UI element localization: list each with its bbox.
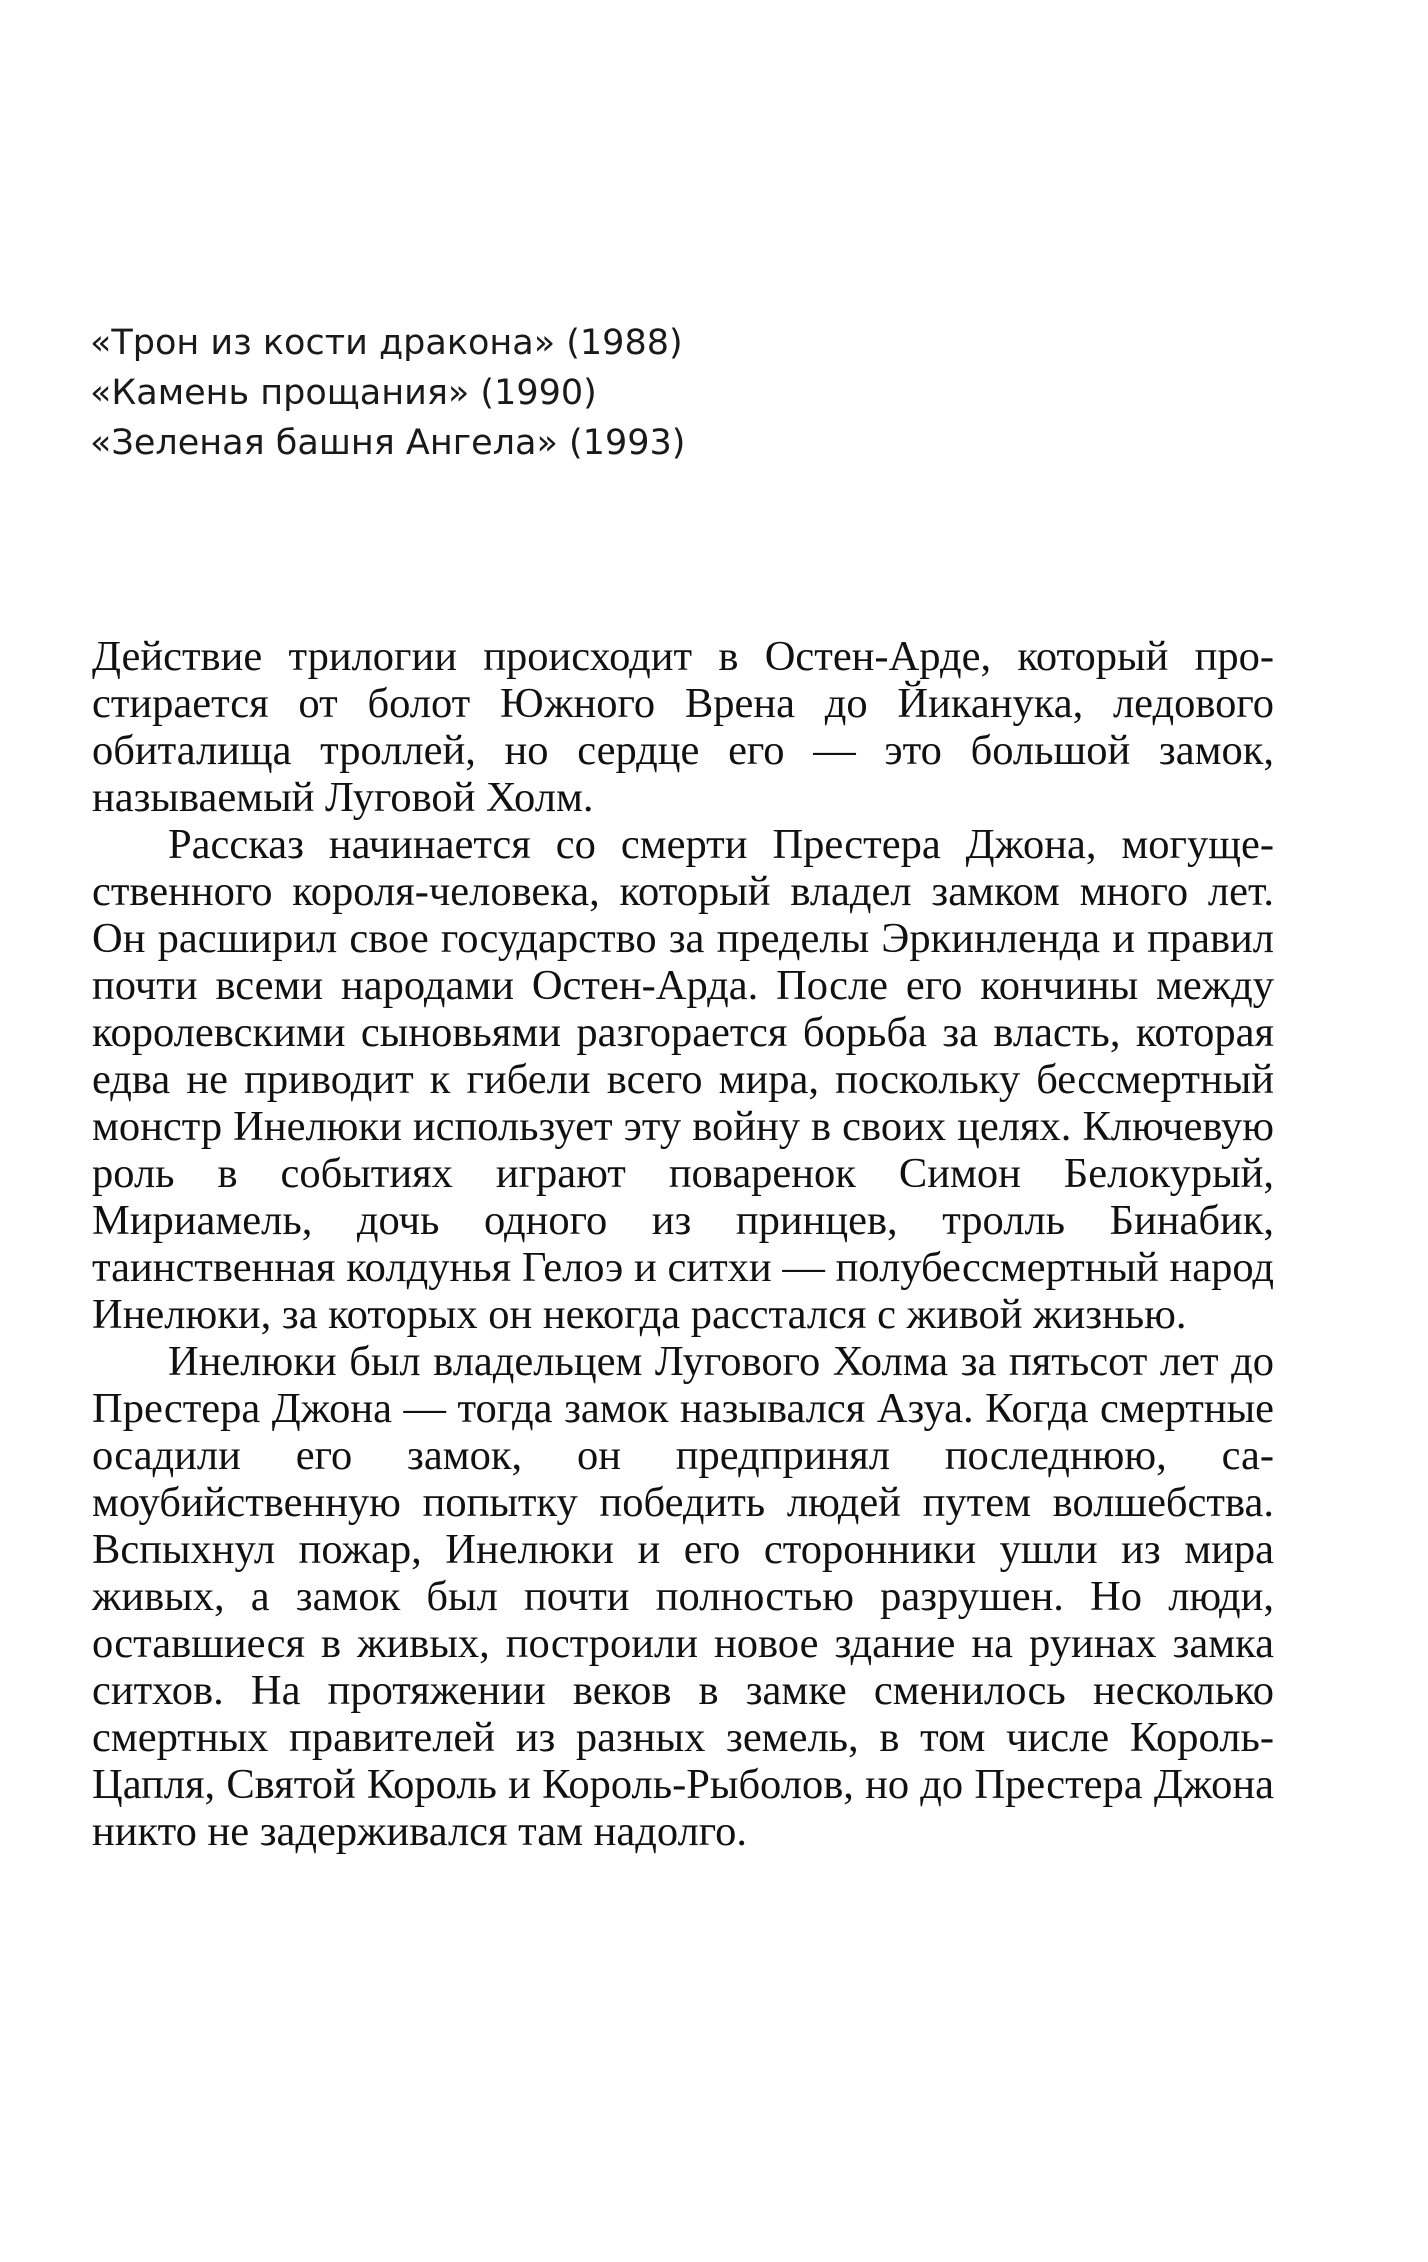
book-title-1: «Трон из кости дракона» (1988) — [90, 323, 683, 363]
paragraph-1: Действие трилогии происходит в Остен-Арде, который простирается от болот Южного Врена до Йиканука, ледового обиталища троллей, но сердце его — это большой замок, называемый Луговой Холм. — [92, 633, 1274, 821]
paragraph-2: Рассказ начинается со смерти Престера Джона, могущественного короля-человека, который владел замком много лет. Он расширил свое государство за пределы Эркинленда и правил почти всеми народами Остен-Арда. После его кончины между королевскими сыновьями разгорается борьба за власть, которая едва не приводит к гибели всего мира, поскольку бессмертный монстр Инелюки использует эту войну в своих целях. Ключевую роль в событиях играют поваренок Симон Белокурый, Мириамель, дочь одного из принцев, тролль Бинабик, таинственная колдунья Гелоэ и ситхи — полубессмертный народ Инелюки, за которых он некогда расстался с живой жизнью. — [92, 821, 1274, 1338]
paragraph-3: Инелюки был владельцем Лугового Холма за пятьсот лет до Престера Джона — тогда замок назывался Азуа. Когда смертные осадили его замок, он предпринял последнюю, самоубийственную попытку победить людей путем волшебства. Вспыхнул пожар, Инелюки и его сторонники ушли из мира живых, а замок был почти полностью разрушен. Но люди, оставшиеся в живых, построили новое здание на руинах замка ситхов. На протяжении веков в замке сменилось несколько смертных правителей из разных земель, в том числе Король-Цапля, Святой Король и Король-Рыболов, но до Престера Джона никто не задерживался там надолго. — [92, 1338, 1274, 1855]
book-title-list — [90, 318, 990, 468]
book-title-2: «Камень прощания» (1990) — [90, 373, 597, 413]
book-title-3: «Зеленая башня Ангела» (1993) — [90, 423, 686, 463]
body-text — [92, 633, 1274, 1855]
